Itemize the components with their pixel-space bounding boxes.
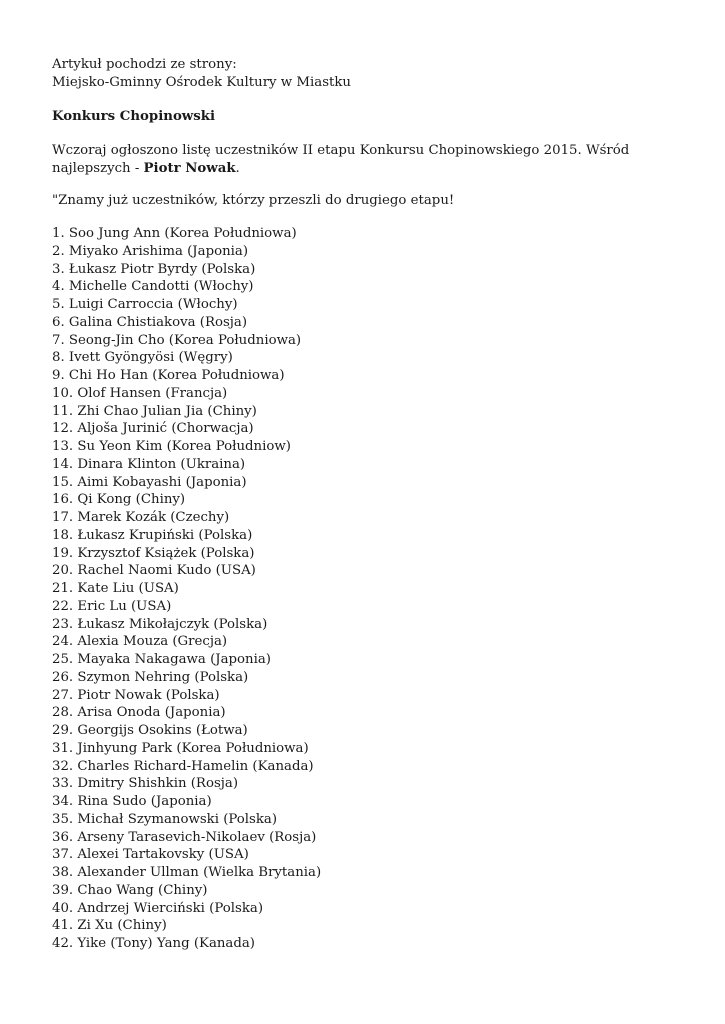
list-item: 18. Łukasz Krupiński (Polska) (52, 527, 253, 543)
article-intro (52, 142, 692, 178)
list-item: 24. Alexia Mouza (Grecja) (52, 634, 228, 650)
list-item: 26. Szymon Nehring (Polska) (52, 669, 249, 685)
list-item: 39. Chao Wang (Chiny) (52, 882, 208, 898)
list-item: 11. Zhi Chao Julian Jia (Chiny) (52, 403, 257, 419)
list-item: 20. Rachel Naomi Kudo (USA) (52, 563, 256, 579)
list-item: 5. Luigi Carroccia (Włochy) (52, 297, 238, 312)
list-item: 32. Charles Richard-Hamelin (Kanada) (52, 758, 314, 774)
list-item: 28. Arisa Onoda (Japonia) (52, 705, 226, 721)
list-item: 23. Łukasz Mikołajczyk (Polska) (52, 616, 268, 632)
list-item: 31. Jinhyung Park (Korea Południowa) (52, 740, 309, 756)
list-item: 33. Dmitry Shishkin (Rosja) (52, 776, 239, 792)
list-item: 38. Alexander Ullman (Wielka Brytania) (52, 865, 322, 880)
list-item: 17. Marek Kozák (Czechy) (52, 510, 230, 525)
list-item: 22. Eric Lu (USA) (52, 598, 172, 614)
list-item: 8. Ivett Gyöngyösi (Węgry) (52, 350, 233, 366)
list-item: 7. Seong-Jin Cho (Korea Południowa) (52, 332, 302, 348)
list-item: 16. Qi Kong (Chiny) (52, 492, 186, 508)
article-quote: "Znamy już uczestników, którzy przeszli do drugiego etapu! (52, 193, 455, 208)
list-item: 9. Chi Ho Han (Korea Południowa) (52, 368, 285, 383)
list-item: 19. Krzysztof Książek (Polska) (52, 545, 255, 561)
list-item: 6. Galina Chistiakova (Rosja) (52, 314, 248, 330)
list-item: 13. Su Yeon Kim (Korea Południow) (52, 439, 291, 454)
list-item: 14. Dinara Klinton (Ukraina) (52, 456, 246, 472)
source-site: Miejsko-Gminny Ośrodek Kultury w Miastku (52, 74, 351, 90)
list-item: 3. Łukasz Piotr Byrdy (Polska) (52, 261, 256, 277)
list-item: 12. Aljoša Jurinić (Chorwacja) (52, 421, 254, 437)
list-item: 42. Yike (Tony) Yang (Kanada) (52, 936, 255, 951)
list-item: 27. Piotr Nowak (Polska) (52, 687, 220, 703)
list-item: 29. Georgijs Osokins (Łotwa) (52, 723, 248, 738)
list-item: 37. Alexei Tartakovsky (USA) (52, 847, 249, 863)
list-item: 40. Andrzej Wierciński (Polska) (52, 900, 264, 916)
intro-text: Wczoraj ogłoszono listę uczestników II etapu Konkursu Chopinowskiego 2015. Wśród najlepszych - (52, 143, 630, 176)
participant-list (52, 225, 321, 953)
list-item: 35. Michał Szymanowski (Polska) (52, 811, 278, 827)
intro-end: . (235, 160, 240, 176)
list-item: 36. Arseny Tarasevich-Nikolaev (Rosja) (52, 829, 317, 845)
source-info (52, 56, 351, 92)
article-title: Konkurs Chopinowski (52, 109, 216, 124)
list-item: 34. Rina Sudo (Japonia) (52, 794, 212, 809)
list-item: 41. Zi Xu (Chiny) (52, 918, 167, 934)
list-item: 2. Miyako Arishima (Japonia) (52, 243, 249, 259)
source-label: Artykuł pochodzi ze strony: (52, 57, 237, 72)
list-item: 10. Olof Hansen (Francja) (52, 385, 228, 401)
list-item: 4. Michelle Candotti (Włochy) (52, 279, 254, 295)
list-item: 15. Aimi Kobayashi (Japonia) (52, 474, 247, 490)
intro-highlight-name: Piotr Nowak (143, 160, 236, 176)
list-item: 21. Kate Liu (USA) (52, 581, 179, 596)
list-item: 25. Mayaka Nakagawa (Japonia) (52, 652, 271, 667)
list-item: 1. Soo Jung Ann (Korea Południowa) (52, 226, 297, 241)
